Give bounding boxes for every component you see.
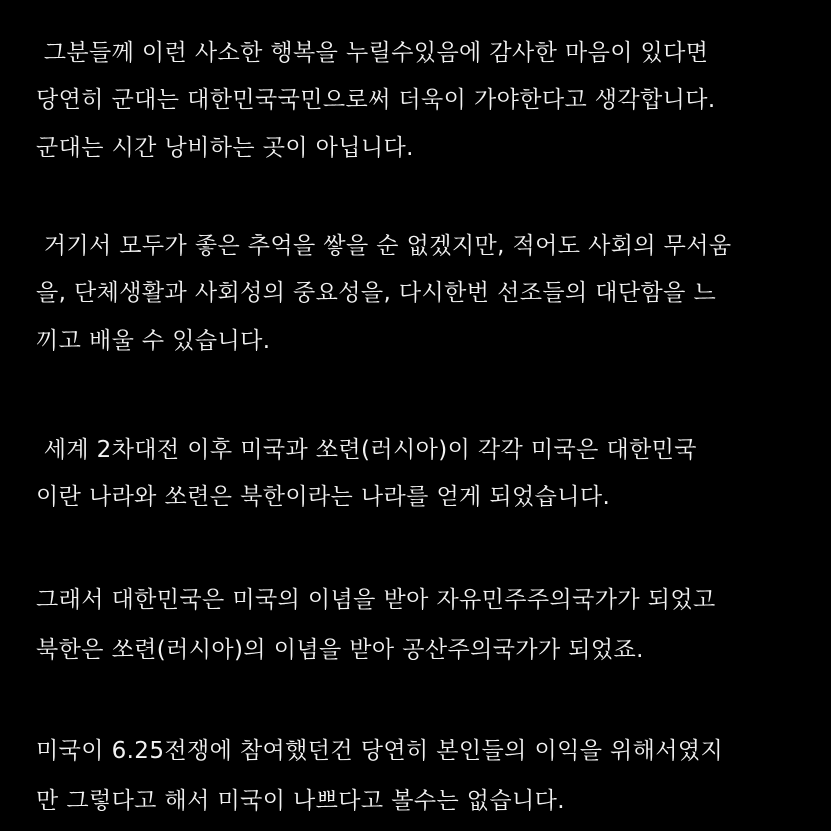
- text-line: 군대는 시간 낭비하는 곳이 아닙니다.: [36, 135, 414, 161]
- text-line: 그분들께 이런 사소한 행복을 누릴수있음에 감사한 마음이 있다면: [36, 40, 709, 66]
- text-line: 이란 나라와 쏘련은 북한이라는 나라를 얻게 되었습니다.: [36, 484, 611, 510]
- text-line: 당연히 군대는 대한민국국민으로써 더욱이 가야한다고 생각합니다.: [36, 87, 716, 113]
- text-line: 북한은 쏘련(러시아)의 이념을 받아 공산주의국가가 되었죠.: [36, 637, 644, 663]
- text-line: 세계 2차대전 이후 미국과 쏘련(러시아)이 각각 미국은 대한민국: [36, 437, 697, 463]
- text-line: 을, 단체생활과 사회성의 중요성을, 다시한번 선조들의 대단함을 느: [36, 280, 717, 306]
- text-line: 만 그렇다고 해서 미국이 나쁘다고 볼수는 없습니다.: [36, 788, 565, 814]
- text-line: 끼고 배울 수 있습니다.: [36, 328, 271, 354]
- text-line: 미국이 6.25전쟁에 참여했던건 당연히 본인들의 이익을 위해서였지: [36, 738, 724, 764]
- text-line: 거기서 모두가 좋은 추억을 쌓을 순 없겠지만, 적어도 사회의 무서움: [36, 233, 732, 259]
- text-line: 그래서 대한민국은 미국의 이념을 받아 자유민주주의국가가 되었고: [36, 587, 716, 613]
